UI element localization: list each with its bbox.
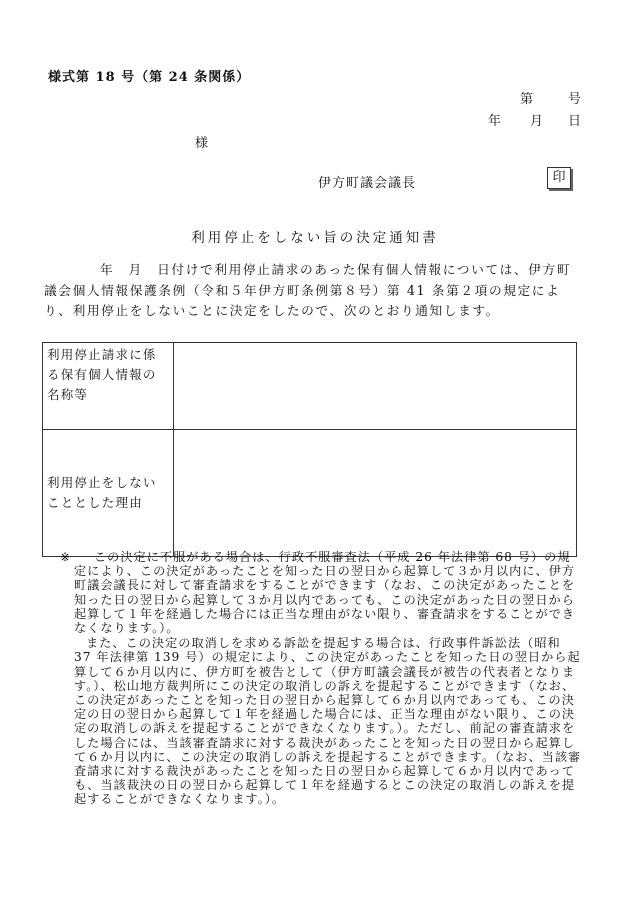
- table-row: [43, 430, 577, 557]
- table-row: [43, 343, 577, 430]
- form-number: 様式第 18 号（第 24 条関係）: [48, 70, 251, 85]
- notes-section: [62, 550, 582, 807]
- info-name-label: 利用停止請求に係る保有個人情報の名称等: [43, 343, 174, 430]
- note-mark: ※: [60, 550, 72, 564]
- note-lawsuit: また、この決定の取消しを求める訴訟を提起する場合は、行政事件訴訟法（昭和 37 年法律第 139 号）の規定により、この決定があったことを知った日の翌日から起算して６か月以内に、伊方町を被告として（伊方町議会議長が被告の代表者となります。）、松山地方裁判所にこの決定の取消しの訴えを提起することができます（なお、この決定があったことを知った日の翌日から起算して６か月以内であっても、この決定の日の翌日から起算して１年を経過した場合には、正当な理由がない限り、この決定の取消しの訴えを提起することができなくなります。）。ただし、前記の審査請求をした場合には、当該審査請求に対する裁決があったことを知った日の翌日から起算して６か月以内に、この決定の取消しの訴えを提起することができます。（なお、当該審査請求に対する裁決があったことを知った日の翌日から起算して６か月以内であっても、当該裁決の日の翌日から起算して１年を経過するとこの決定の取消しの訴えを提起することができなくなります。）。: [74, 636, 582, 807]
- document-title: 利用停止をしない旨の決定通知書: [191, 230, 439, 246]
- seal-stamp: 印: [547, 167, 571, 189]
- reason-value: [174, 430, 577, 557]
- sender-name: 伊方町議会議長: [318, 176, 417, 191]
- document-number-suffix: 号: [568, 92, 582, 107]
- date-year-label: 年: [488, 114, 502, 129]
- note-appeal: この決定に不服がある場合は、行政不服審査法（平成 26 年法律第 68 号）の規定により、この決定があったことを知った日の翌日から起算して３か月以内に、伊方町議会議長に対して審査請求をすることができます（なお、この決定があったことを知った日の翌日から起算して３か月以内であっても、この決定があった日の翌日から起算して１年を経過した場合には正当な理由がない限り、審査請求をすることができなくなります。）。: [74, 550, 576, 636]
- date-day-label: 日: [568, 114, 582, 129]
- info-table: [42, 342, 577, 557]
- reason-label: 利用停止をしないこととした理由: [43, 430, 174, 557]
- body-paragraph: 年 月 日付けで利用停止請求のあった保有個人情報については、伊方町議会個人情報保護条例（令和５年伊方町条例第８号）第 41 条第２項の規定により、利用停止をしないことに決定をしたので、次のとおり通知します。: [44, 262, 572, 318]
- date-month-label: 月: [530, 114, 544, 129]
- info-name-value: [174, 343, 577, 430]
- recipient-suffix: 様: [195, 136, 209, 151]
- document-number-label: 第: [520, 92, 535, 107]
